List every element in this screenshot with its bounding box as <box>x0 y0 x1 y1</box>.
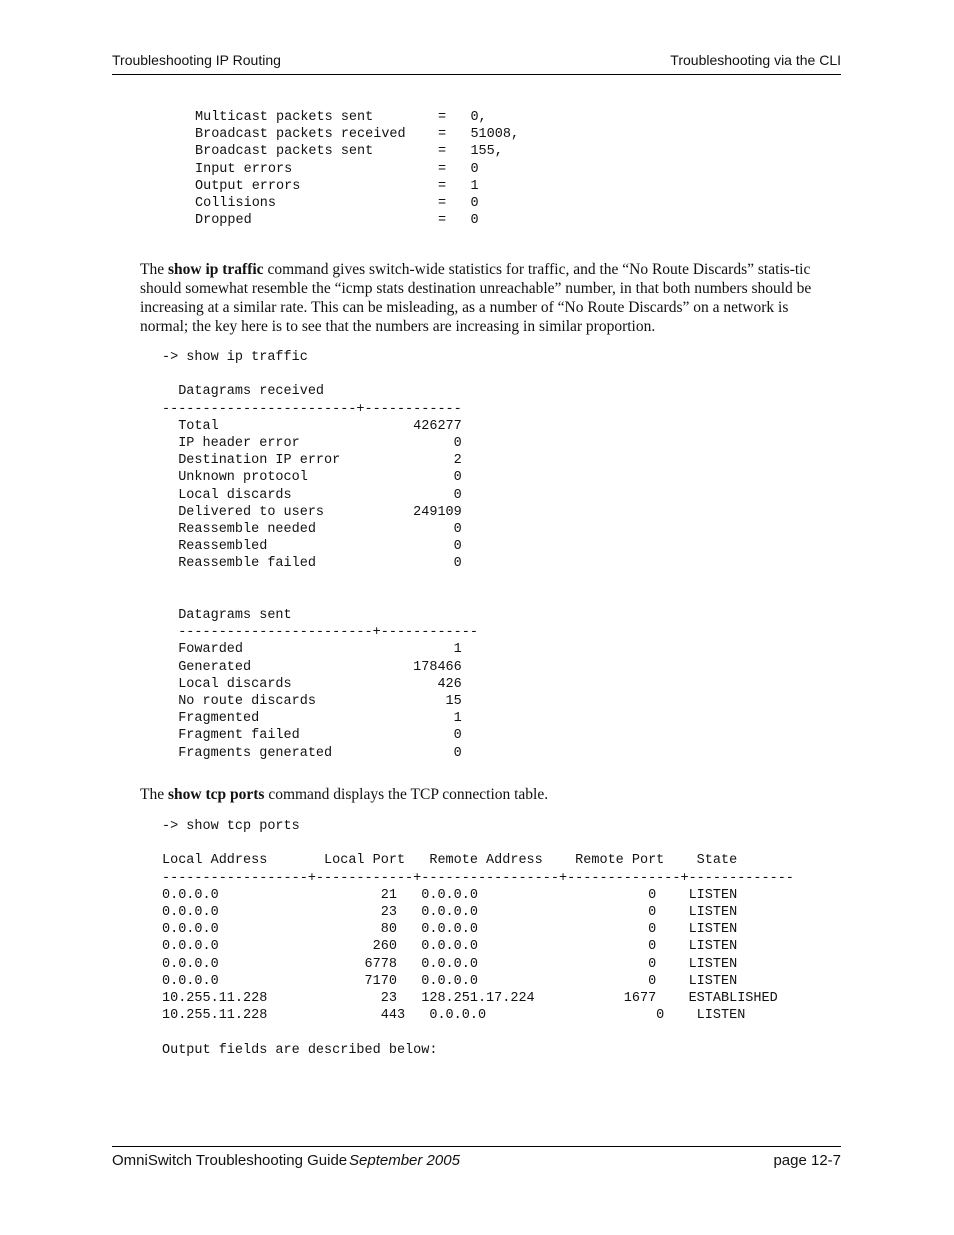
ip-traffic-output-line: Fragment failed 0 <box>162 728 462 744</box>
header-section-title: Troubleshooting via the CLI <box>670 52 841 68</box>
tcp-ports-output-line: 0.0.0.0 80 0.0.0.0 0 LISTEN <box>162 922 738 938</box>
stats-output-line: Dropped = 0 <box>195 213 479 229</box>
ip-traffic-output-line: Fowarded 1 <box>162 642 462 658</box>
show-ip-traffic-description <box>140 260 840 336</box>
ip-traffic-output-line: Reassemble needed 0 <box>162 522 462 538</box>
show-ip-traffic-output <box>162 349 478 762</box>
ip-traffic-output-line: Total 426277 <box>162 418 462 434</box>
tcp-ports-output-line: Local Address Local Port Remote Address Remote Port State <box>162 853 738 869</box>
show-tcp-ports-description <box>140 785 840 804</box>
stats-output-line: Broadcast packets sent = 155, <box>195 144 503 160</box>
ip-traffic-output-line: ------------------------+------------ <box>162 625 478 641</box>
ip-traffic-output-line: Reassemble failed 0 <box>162 556 462 572</box>
ip-traffic-output-line: Local discards 426 <box>162 676 462 692</box>
tcp-ports-output-line: 0.0.0.0 260 0.0.0.0 0 LISTEN <box>162 939 738 955</box>
ip-traffic-output-line: Local discards 0 <box>162 487 462 503</box>
ip-traffic-output-line: Fragmented 1 <box>162 711 462 727</box>
ip-traffic-output-line: ------------------------+------------ <box>162 401 462 417</box>
tcp-ports-output-line: -> show tcp ports <box>162 819 300 834</box>
ip-traffic-output-line: Datagrams received <box>162 384 325 400</box>
show-tcp-ports-output <box>162 818 794 1059</box>
show-ip-traffic-command: show ip traffic <box>167 261 264 278</box>
ip-traffic-output-line: No route discards 15 <box>162 694 462 710</box>
para1-text-after: command gives switch-wide statistics for traffic, and the “No Route Discards” statis-tic should somewhat resemble the “icmp stats destination unreachable” number, in that both numbers should be increasing at a similar rate. This can be misleading, as a number of “No Route Discards” on a network is normal; the key here is to see that the numbers are increasing in similar proportion. <box>140 261 812 335</box>
stats-output-line: Collisions = 0 <box>195 196 479 212</box>
para2-text-after: command displays the TCP connection table. <box>264 786 549 803</box>
tcp-ports-output-line: ------------------+------------+-----------------+--------------+------------- <box>162 870 794 886</box>
tcp-ports-output-line: Output fields are described below: <box>162 1042 438 1058</box>
stats-output-line: Output errors = 1 <box>195 178 479 194</box>
footer-page-number: page 12-7 <box>773 1152 841 1169</box>
ip-traffic-output-line: Destination IP error 2 <box>162 453 462 469</box>
ip-traffic-output-line: Reassembled 0 <box>162 539 462 555</box>
interface-stats-output <box>195 109 519 229</box>
ip-traffic-output-line: Fragments generated 0 <box>162 745 462 761</box>
ip-traffic-output-line: Generated 178466 <box>162 659 462 675</box>
page-footer <box>112 1146 841 1169</box>
ip-traffic-output-line: Datagrams sent <box>162 608 292 624</box>
footer-date: September 2005 <box>349 1152 460 1169</box>
ip-traffic-output-line: Unknown protocol 0 <box>162 470 462 486</box>
page-header <box>112 52 841 75</box>
tcp-ports-output-line: 0.0.0.0 21 0.0.0.0 0 LISTEN <box>162 887 738 903</box>
para2-text-before: The <box>140 786 168 803</box>
para1-text-before: The <box>140 261 168 278</box>
show-tcp-ports-command: show tcp ports <box>167 786 265 803</box>
stats-output-line: Input errors = 0 <box>195 161 479 177</box>
footer-guide-title: OmniSwitch Troubleshooting Guide <box>112 1152 348 1169</box>
tcp-ports-output-line: 10.255.11.228 443 0.0.0.0 0 LISTEN <box>162 1008 746 1024</box>
ip-traffic-output-line: -> show ip traffic <box>162 350 308 365</box>
ip-traffic-output-line: Delivered to users 249109 <box>162 504 462 520</box>
tcp-ports-output-line: 0.0.0.0 6778 0.0.0.0 0 LISTEN <box>162 956 738 972</box>
stats-output-line: Broadcast packets received = 51008, <box>195 127 520 143</box>
stats-output-line: Multicast packets sent = 0, <box>195 110 487 125</box>
tcp-ports-output-line: 0.0.0.0 23 0.0.0.0 0 LISTEN <box>162 905 738 921</box>
tcp-ports-output-line: 10.255.11.228 23 128.251.17.224 1677 ESTABLISHED <box>162 991 778 1007</box>
tcp-ports-output-line: 0.0.0.0 7170 0.0.0.0 0 LISTEN <box>162 973 738 989</box>
header-chapter-title: Troubleshooting IP Routing <box>112 52 281 68</box>
ip-traffic-output-line: IP header error 0 <box>162 436 462 452</box>
